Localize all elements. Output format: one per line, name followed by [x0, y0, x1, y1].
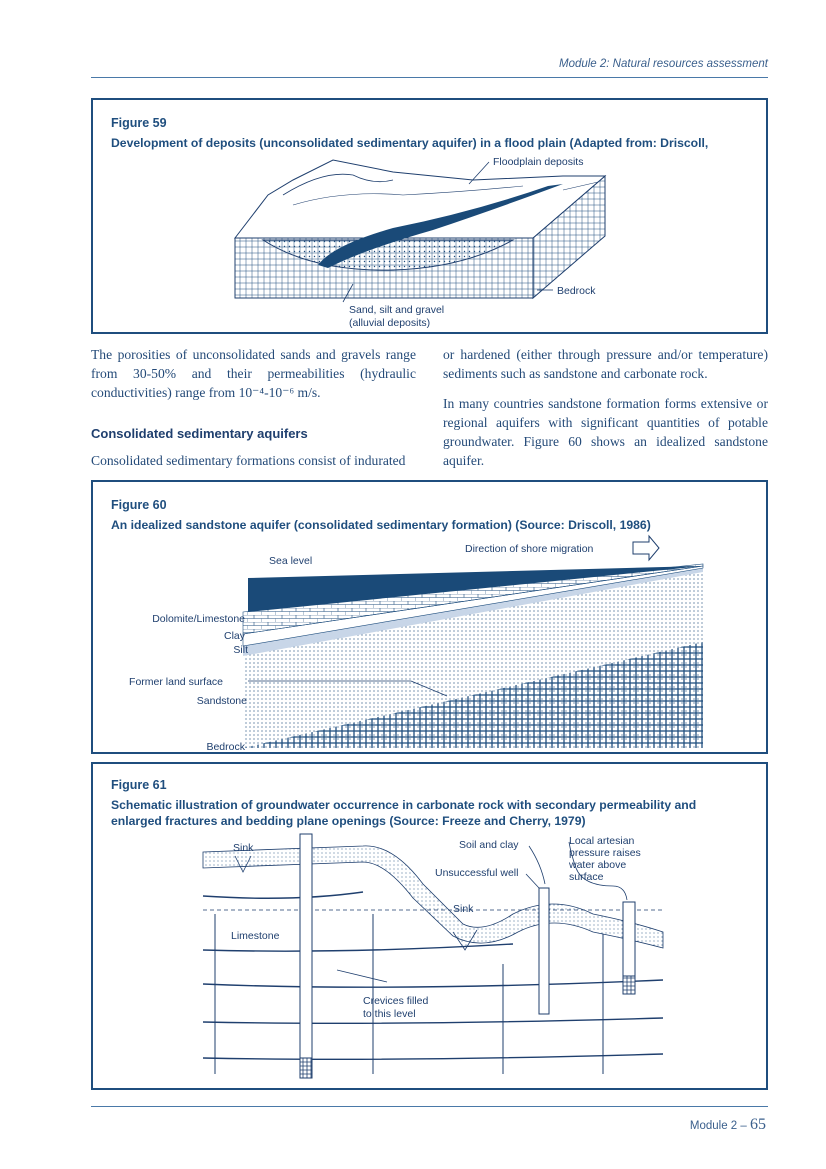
figure-59-label: Figure 59: [111, 116, 167, 130]
artesian-label-line2: pressure raises: [569, 847, 641, 859]
unsuccessful-well-label: Unsuccessful well: [435, 867, 519, 879]
figure-61-label: Figure 61: [111, 778, 167, 792]
header-rule: [91, 77, 768, 78]
figure-59-box: [91, 98, 768, 334]
limestone-label: Limestone: [231, 930, 280, 942]
running-header: Module 2: Natural resources assessment: [558, 58, 768, 70]
shore-migration-arrow: [633, 536, 659, 560]
floodplain-deposits-label: Floodplain deposits: [493, 156, 584, 168]
bedrock-label: Bedrock: [557, 285, 596, 297]
figure-59-illustration: [93, 100, 770, 336]
paragraph-porosities: The porosities of unconsolidated sands and gravels range from 30-50% and their permeabilities (hydraulic conductivities) range from 10⁻⁴-10⁻⁶ m/s.: [91, 347, 416, 400]
paragraph-consolidated-intro: Consolidated sedimentary formations consist of indurated: [91, 453, 406, 468]
unsuccessful-well: [539, 888, 549, 1014]
page-number: 65: [750, 1116, 766, 1133]
artesian-label-line4: surface: [569, 871, 604, 883]
figure-61-box: [91, 762, 768, 1090]
shore-migration-label: Direction of shore migration: [465, 543, 594, 555]
sandstone-label: Sandstone: [196, 695, 247, 707]
alluvial-deposits-label: (alluvial deposits): [349, 317, 431, 329]
sink-label-1: Sink: [233, 842, 254, 854]
figure-61-caption-line2: enlarged fractures and bedding plane openings (Source: Freeze and Cherry, 1979): [111, 814, 586, 828]
sand-silt-gravel-label: Sand, silt and gravel: [349, 304, 445, 316]
artesian-well-screen: [623, 976, 635, 994]
clay-label: Clay: [223, 630, 245, 642]
deep-well-screen: [300, 1058, 312, 1078]
section-heading-consolidated: Consolidated sedimentary aquifers: [91, 426, 308, 441]
crevices-label-line2: to this level: [363, 1008, 416, 1020]
paragraph-hardened-sediments: or hardened (either through pressure and/or temperature) sediments such as sandstone and carbonate rock.: [443, 347, 768, 381]
footer-module-label: Module 2 –: [689, 1120, 747, 1132]
page-footer: [690, 1116, 766, 1134]
figure-60-caption: An idealized sandstone aquifer (consolidated sedimentary formation) (Source: Driscoll, 1986): [111, 518, 651, 532]
figure-60-illustration: [93, 482, 770, 756]
dolomite-limestone-label: Dolomite/Limestone: [152, 613, 245, 625]
crevices-label-line1: Crevices filled: [363, 995, 429, 1007]
footer-rule: [91, 1106, 768, 1107]
figure-61-caption-line1: Schematic illustration of groundwater occurrence in carbonate rock with secondary permeability and: [111, 798, 697, 812]
deep-well: [300, 834, 312, 1078]
artesian-label-line1: Local artesian: [569, 835, 635, 847]
paragraph-sandstone-aquifers: In many countries sandstone formation forms extensive or regional aquifers with significant quantities of potable groundwater. Figure 60 shows an idealized sandstone aquifer.: [443, 396, 768, 468]
figure-60-box: [91, 480, 768, 754]
former-land-surface-label: Former land surface: [129, 676, 223, 688]
sink-label-2: Sink: [453, 903, 474, 915]
figure-60-label: Figure 60: [111, 498, 167, 512]
soil-clay-label: Soil and clay: [459, 839, 519, 851]
bedrock-label-60: Bedrock: [206, 741, 245, 753]
figure-59-caption: Development of deposits (unconsolidated sedimentary aquifer) in a flood plain (Adapted from: Driscoll,: [111, 136, 709, 150]
silt-label: Silt: [233, 644, 248, 656]
artesian-label-line3: water above: [569, 859, 627, 871]
sea-level-label: Sea level: [269, 555, 313, 567]
figure-61-illustration: [93, 764, 770, 1092]
